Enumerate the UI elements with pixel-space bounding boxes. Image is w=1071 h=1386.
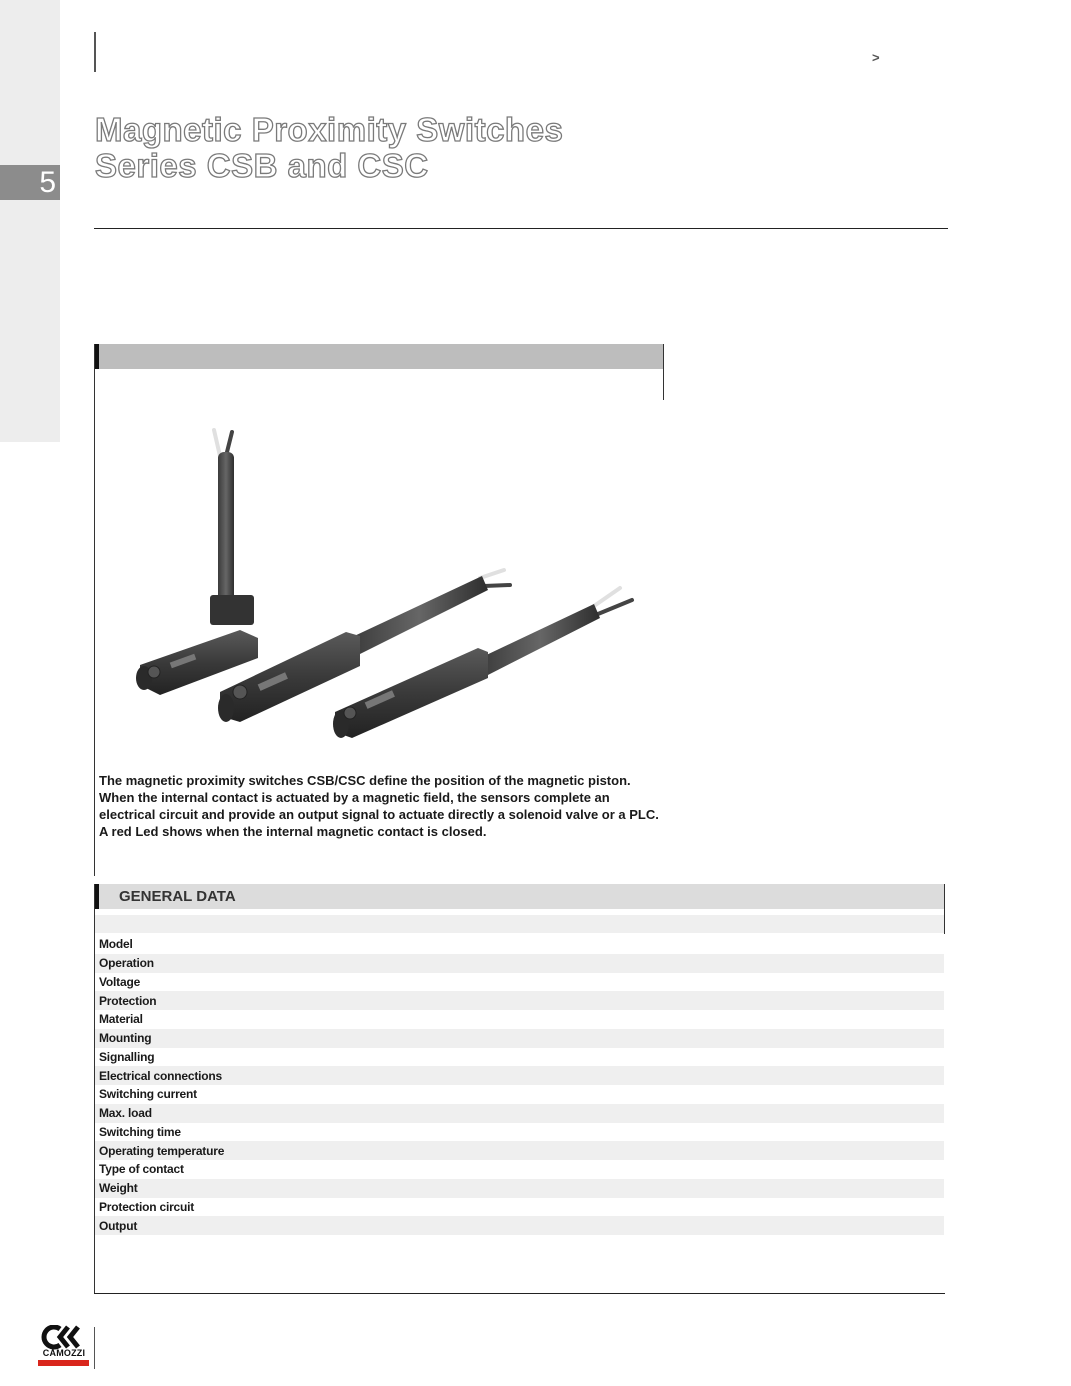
chapter-side-tab — [0, 0, 60, 442]
table-row — [95, 1066, 944, 1085]
product-photo — [120, 420, 650, 760]
row-label-voltage: Voltage — [99, 974, 141, 989]
row-label-switching-time: Switching time — [99, 1124, 181, 1139]
description-line: The magnetic proximity switches CSB/CSC define the position of the magnetic piston. — [99, 773, 631, 788]
row-label-weight: Weight — [99, 1181, 138, 1196]
row-label-operating-temperature: Operating temperature — [99, 1143, 225, 1158]
general-data-heading: GENERAL DATA — [119, 888, 236, 905]
table-row — [95, 1179, 944, 1198]
table-row — [95, 1160, 944, 1179]
table-row — [95, 1104, 944, 1123]
section-border-right — [944, 884, 945, 934]
table-row — [95, 1085, 944, 1104]
row-label-switching-current: Switching current — [99, 1087, 197, 1102]
row-label-max-load: Max. load — [99, 1106, 152, 1121]
table-row — [95, 1048, 944, 1067]
table-row — [95, 973, 944, 992]
row-label-mounting: Mounting — [99, 1031, 152, 1046]
row-label-protection: Protection — [99, 993, 157, 1008]
section-border-left — [94, 344, 95, 876]
table-header-row — [94, 915, 945, 933]
description-line: electrical circuit and provide an output signal to actuate directly a solenoid valve or a PLC. — [99, 807, 659, 822]
sensor-csc — [333, 588, 632, 738]
footer-divider — [94, 1293, 945, 1294]
logo-accent-bar — [38, 1360, 89, 1366]
sensor-vertical-cable — [136, 430, 258, 695]
table-row — [95, 1029, 944, 1048]
page-title — [95, 112, 563, 184]
product-section-header — [94, 344, 664, 369]
table-row — [95, 1010, 944, 1029]
row-label-material: Material — [99, 1012, 143, 1027]
title-line-2: Series CSB and CSC — [95, 147, 429, 184]
row-label-protection-circuit: Protection circuit — [99, 1199, 195, 1214]
general-data-table — [95, 935, 944, 1235]
description-line: A red Led shows when the internal magnetic contact is closed. — [99, 824, 487, 839]
title-line-1: Magnetic Proximity Switches — [95, 111, 564, 148]
footer-vertical-rule — [94, 1327, 95, 1369]
table-row — [95, 1141, 944, 1160]
product-description — [99, 772, 664, 840]
table-row — [95, 1198, 944, 1217]
chapter-number: 5 — [0, 165, 60, 200]
logo-wordmark: CAMOZZI — [42, 1348, 86, 1358]
row-label-signalling: Signalling — [99, 1049, 155, 1064]
title-divider — [94, 228, 948, 229]
description-line: When the internal contact is actuated by a magnetic field, the sensors complete an — [99, 790, 610, 805]
table-row — [95, 954, 944, 973]
row-label-operation: Operation — [99, 956, 154, 971]
table-row — [95, 935, 944, 954]
row-label-type-of-contact: Type of contact — [99, 1162, 184, 1177]
table-row — [95, 991, 944, 1010]
section-border-right — [663, 344, 664, 400]
row-label-model: Model — [99, 937, 133, 952]
breadcrumb-arrow[interactable]: > — [872, 50, 880, 65]
table-row — [95, 1123, 944, 1142]
table-row — [95, 1216, 944, 1235]
row-label-electrical-connections: Electrical connections — [99, 1068, 222, 1083]
row-label-output: Output — [99, 1218, 138, 1233]
header-divider — [94, 32, 96, 72]
